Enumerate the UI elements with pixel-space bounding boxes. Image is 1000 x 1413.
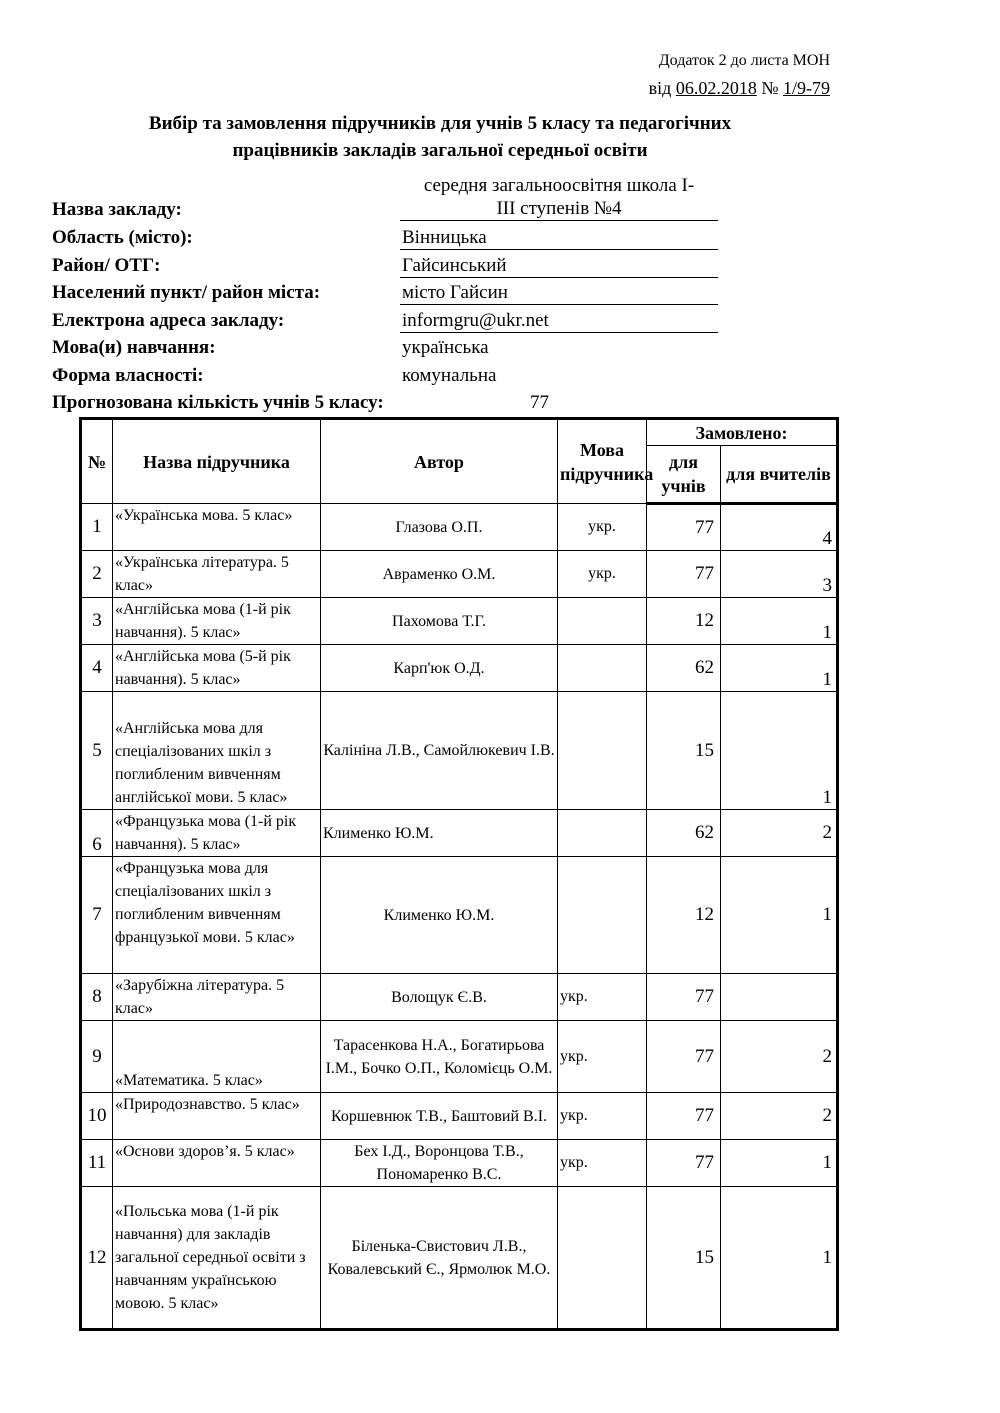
row-author: Карп'юк О.Д.	[321, 645, 558, 692]
district-value	[400, 255, 718, 278]
ownership-text: комунальна	[402, 365, 497, 386]
region-value	[400, 227, 718, 250]
row-author: Біленька-Свистович Л.В., Ковалевський Є., Ярмолюк М.О.	[321, 1187, 558, 1330]
annex-note: Додаток 2 до листа МОН	[658, 52, 830, 69]
row-author: Клименко Ю.М.	[321, 810, 558, 857]
row-num: 2	[81, 551, 113, 598]
title-line-2: працівників закладів загальної середньої освіти	[232, 140, 648, 161]
row-teachers: 1	[721, 1187, 838, 1330]
row-num: 10	[81, 1093, 113, 1140]
row-teachers: 4	[721, 504, 838, 551]
ref-no: 1/9-79	[783, 78, 830, 98]
row-num: 12	[81, 1187, 113, 1330]
row-students: 12	[647, 598, 721, 645]
header-students: для учнів	[647, 446, 721, 504]
row-students: 77	[647, 551, 721, 598]
table-row	[81, 551, 838, 598]
document-title	[0, 110, 1000, 164]
table-row	[81, 974, 838, 1021]
ownership-label: Форма власності:	[52, 365, 204, 386]
district-text: Гайсинський	[402, 255, 507, 276]
row-author: Глазова О.П.	[321, 504, 558, 551]
row-teachers: 3	[721, 551, 838, 598]
row-author: Пахомова Т.Г.	[321, 598, 558, 645]
language-value	[400, 337, 718, 359]
row-teachers: 2	[721, 1021, 838, 1093]
row-students: 77	[647, 1093, 721, 1140]
row-lang: укр.	[558, 1021, 647, 1093]
settlement-label: Населений пункт/ район міста:	[52, 282, 321, 303]
row-title: «Польська мова (1-й рік навчання) для закладів загальної середньої освіти з навчанням українською мовою. 5 клас»	[113, 1187, 321, 1330]
row-students: 77	[647, 974, 721, 1021]
table-row	[81, 857, 838, 974]
row-title: «Англійська мова (5-й рік навчання). 5 клас»	[113, 645, 321, 692]
row-students: 77	[647, 1140, 721, 1187]
table-row	[81, 1021, 838, 1093]
row-students: 77	[647, 504, 721, 551]
letter-reference	[649, 78, 830, 99]
textbook-order-table	[79, 417, 839, 1331]
title-line-1: Вибір та замовлення підручників для учнів 5 класу та педагогічних	[148, 113, 732, 134]
row-title: «Англійська мова для спеціалізованих шкіл з поглибленим вивченням англійської мови. 5 клас»	[113, 692, 321, 810]
row-teachers: 1	[721, 692, 838, 810]
ref-date: 06.02.2018	[675, 78, 757, 98]
table-row	[81, 1093, 838, 1140]
row-num: 11	[81, 1140, 113, 1187]
row-author: Коршевнюк Т.В., Баштовий В.І.	[321, 1093, 558, 1140]
row-author: Бех І.Д., Воронцова Т.В., Пономаренко В.С.	[321, 1140, 558, 1187]
row-teachers: 1	[721, 857, 838, 974]
row-lang: укр.	[558, 551, 647, 598]
row-students: 15	[647, 1187, 721, 1330]
row-title: «Зарубіжна література. 5 клас»	[113, 974, 321, 1021]
row-lang: укр.	[558, 1093, 647, 1140]
row-lang: укр.	[558, 504, 647, 551]
row-teachers	[721, 974, 838, 1021]
header-num: №	[81, 419, 113, 504]
row-students: 77	[647, 1021, 721, 1093]
table-row	[81, 645, 838, 692]
row-lang	[558, 645, 647, 692]
ref-prefix: від	[648, 78, 672, 98]
region-text: Вінницька	[402, 227, 487, 248]
row-num: 7	[81, 857, 113, 974]
institution-line-1: середня загальноосвітня школа І-	[423, 175, 695, 196]
settlement-value	[400, 282, 718, 305]
row-author: Калініна Л.В., Самойлюкевич І.В.	[321, 692, 558, 810]
row-num: 6	[81, 810, 113, 857]
students-label: Прогнозована кількість учнів 5 класу:	[52, 392, 384, 413]
header-lang: Мова підручника	[558, 419, 647, 504]
header-title: Назва підручника	[113, 419, 321, 504]
row-title: «Англійська мова (1-й рік навчання). 5 клас»	[113, 598, 321, 645]
header-ordered: Замовлено:	[647, 419, 838, 446]
row-lang	[558, 857, 647, 974]
row-students: 62	[647, 645, 721, 692]
row-author: Авраменко О.М.	[321, 551, 558, 598]
row-title: «Французька мова для спеціалізованих шкіл з поглибленим вивченням французької мови. 5 клас»	[113, 857, 321, 974]
row-author: Клименко Ю.М.	[321, 857, 558, 974]
row-title: «Математика. 5 клас»	[113, 1021, 321, 1093]
region-label: Область (місто):	[52, 227, 193, 248]
row-lang: укр.	[558, 974, 647, 1021]
row-title: «Українська мова. 5 клас»	[113, 504, 321, 551]
row-author: Волощук Є.В.	[321, 974, 558, 1021]
row-num: 3	[81, 598, 113, 645]
row-lang	[558, 1187, 647, 1330]
row-num: 4	[81, 645, 113, 692]
table-row	[81, 1187, 838, 1330]
header-author: Автор	[321, 419, 558, 504]
row-title: «Українська література. 5 клас»	[113, 551, 321, 598]
row-author: Тарасенкова Н.А., Богатирьова І.М., Бочко О.П., Коломієць О.М.	[321, 1021, 558, 1093]
row-teachers: 1	[721, 598, 838, 645]
row-num: 1	[81, 504, 113, 551]
row-teachers: 1	[721, 645, 838, 692]
district-label: Район/ ОТГ:	[52, 255, 161, 276]
row-title: «Французька мова (1-й рік навчання). 5 клас»	[113, 810, 321, 857]
email-label: Електрона адреса закладу:	[52, 310, 285, 331]
institution-label: Назва закладу:	[52, 199, 182, 220]
row-teachers: 1	[721, 1140, 838, 1187]
row-lang	[558, 598, 647, 645]
table-row	[81, 810, 838, 857]
settlement-text: місто Гайсин	[402, 282, 508, 303]
email-text: informgru@ukr.net	[402, 310, 549, 331]
table-row	[81, 1140, 838, 1187]
language-label: Мова(и) навчання:	[52, 337, 216, 358]
ref-no-label: №	[761, 78, 779, 98]
row-students: 15	[647, 692, 721, 810]
row-lang	[558, 810, 647, 857]
row-teachers: 2	[721, 1093, 838, 1140]
institution-line-2: ІІІ ступенів №4	[496, 198, 622, 219]
table-row	[81, 504, 838, 551]
row-students: 62	[647, 810, 721, 857]
language-text: українська	[402, 337, 489, 358]
row-students: 12	[647, 857, 721, 974]
row-lang	[558, 692, 647, 810]
row-num: 9	[81, 1021, 113, 1093]
row-num: 8	[81, 974, 113, 1021]
row-num: 5	[81, 692, 113, 810]
header-teachers: для вчителів	[721, 446, 838, 504]
row-lang: укр.	[558, 1140, 647, 1187]
email-value	[400, 310, 718, 333]
students-value: 77	[530, 392, 549, 413]
table-row	[81, 598, 838, 645]
table-row	[81, 692, 838, 810]
row-title: «Природознавство. 5 клас»	[113, 1093, 321, 1140]
ownership-value	[400, 365, 718, 387]
row-title: «Основи здоров’я. 5 клас»	[113, 1140, 321, 1187]
row-teachers: 2	[721, 810, 838, 857]
institution-value	[400, 174, 718, 221]
